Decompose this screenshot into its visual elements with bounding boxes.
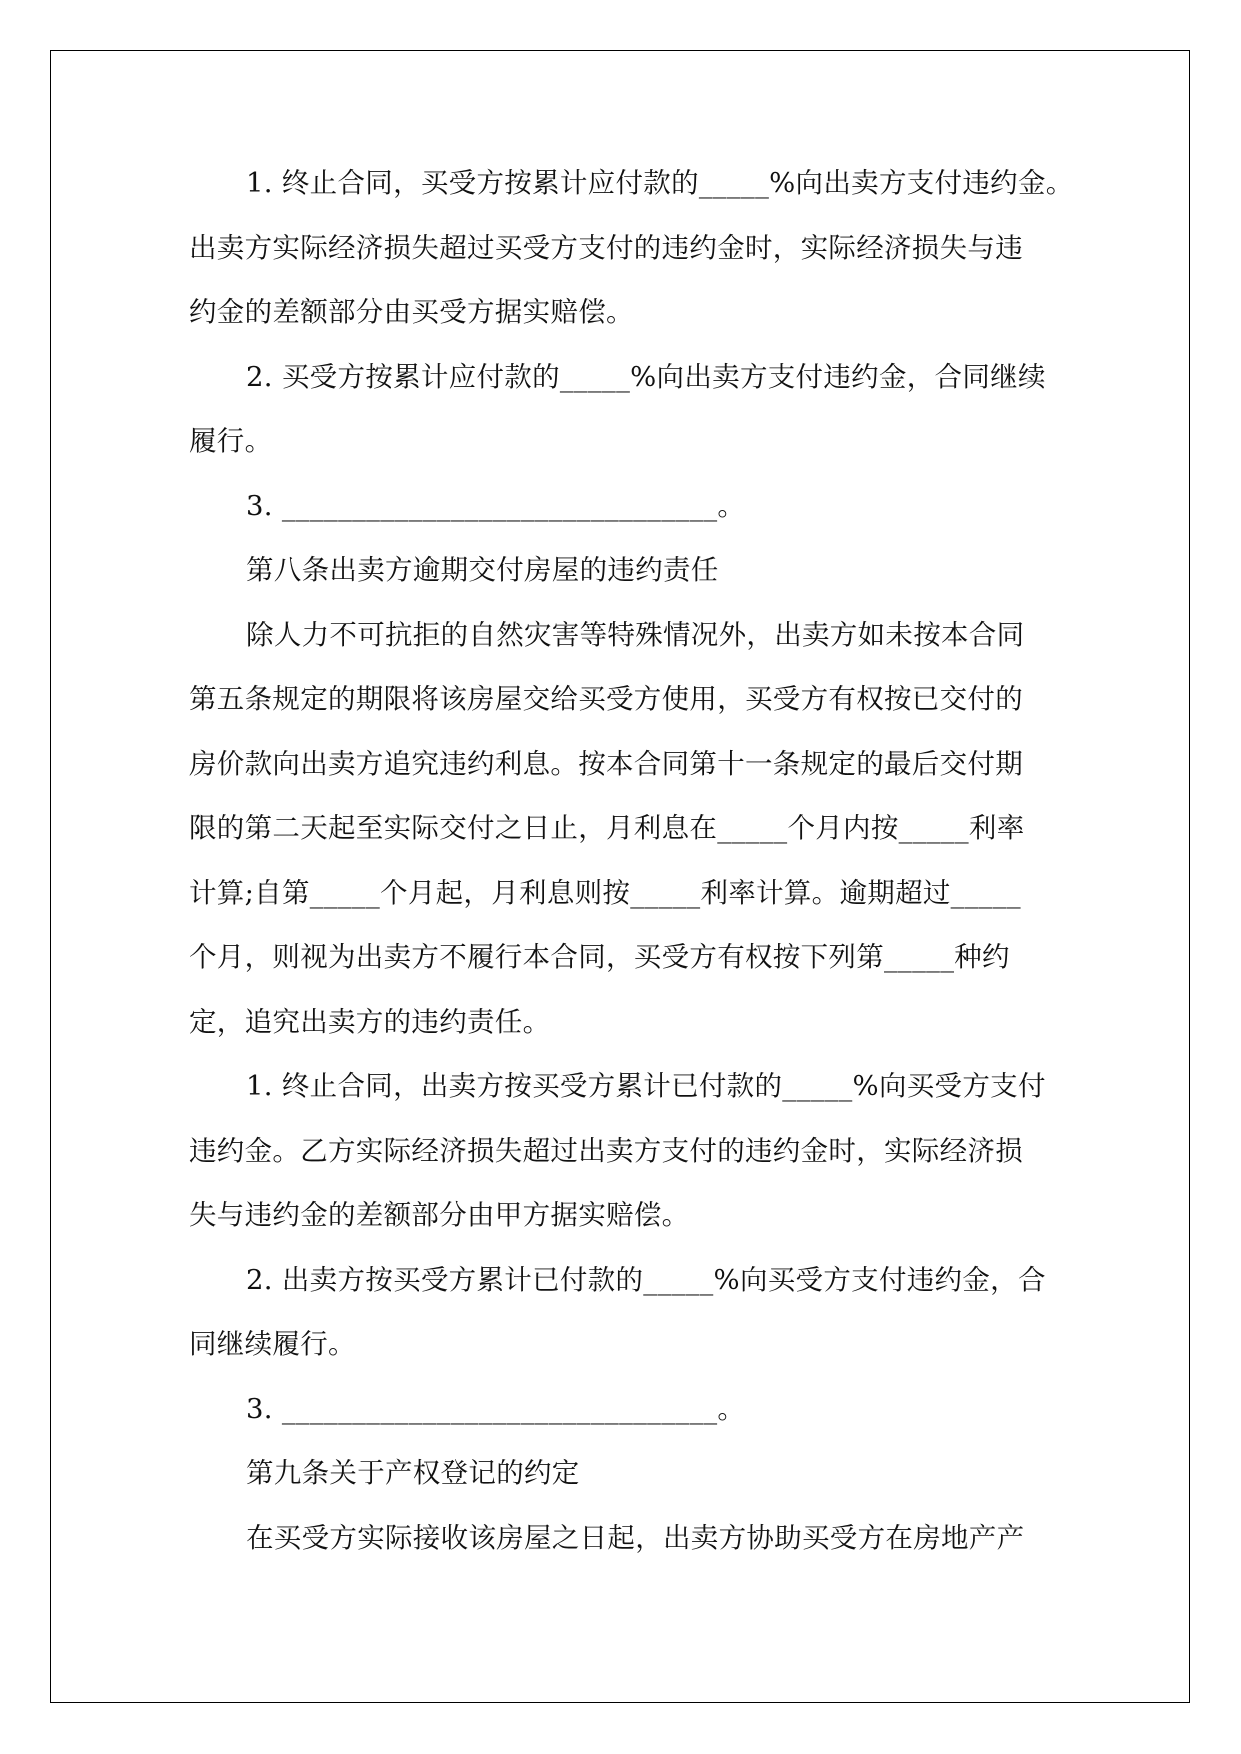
paragraph-line: 3. _______________________________。 [246,1393,746,1425]
paragraph-line: 失与违约金的差额部分由甲方据实赔偿。 [189,1199,690,1231]
paragraph-line: 违约金。乙方实际经济损失超过出卖方支付的违约金时，实际经济损 [189,1135,1023,1167]
paragraph-line: 除人力不可抗拒的自然灾害等特殊情况外，出卖方如未按本合同 [246,619,1025,651]
paragraph-line: 第五条规定的期限将该房屋交给买受方使用，买受方有权按已交付的 [189,683,1023,715]
paragraph-line: 个月，则视为出卖方不履行本合同，买受方有权按下列第_____种约 [189,941,1010,973]
paragraph-line: 在买受方实际接收该房屋之日起，出卖方协助买受方在房地产产 [246,1522,1025,1554]
paragraph-line: 定，追究出卖方的违约责任。 [189,1006,551,1038]
paragraph-line: 1. 终止合同，出卖方按买受方累计已付款的_____%向买受方支付 [246,1070,1046,1102]
paragraph-line: 计算;自第_____个月起，月利息则按_____利率计算。逾期超过_____ [189,877,1021,909]
section-heading: 第八条出卖方逾期交付房屋的违约责任 [246,554,719,586]
paragraph-line: 约金的差额部分由买受方据实赔偿。 [189,296,634,328]
paragraph-line: 2. 买受方按累计应付款的_____%向出卖方支付违约金，合同继续 [246,361,1046,393]
paragraph-line: 出卖方实际经济损失超过买受方支付的违约金时，实际经济损失与违 [189,232,1023,264]
paragraph-line: 1. 终止合同，买受方按累计应付款的_____%向出卖方支付违约金。 [246,167,1074,199]
section-heading: 第九条关于产权登记的约定 [246,1457,580,1489]
paragraph-line: 限的第二天起至实际交付之日止，月利息在_____个月内按_____利率 [189,812,1025,844]
paragraph-line: 履行。 [189,425,273,457]
paragraph-line: 房价款向出卖方追究违约利息。按本合同第十一条规定的最后交付期 [189,748,1023,780]
paragraph-line: 同继续履行。 [189,1328,356,1360]
paragraph-line: 2. 出卖方按买受方累计已付款的_____%向买受方支付违约金，合 [246,1264,1046,1296]
paragraph-line: 3. _______________________________。 [246,490,746,522]
